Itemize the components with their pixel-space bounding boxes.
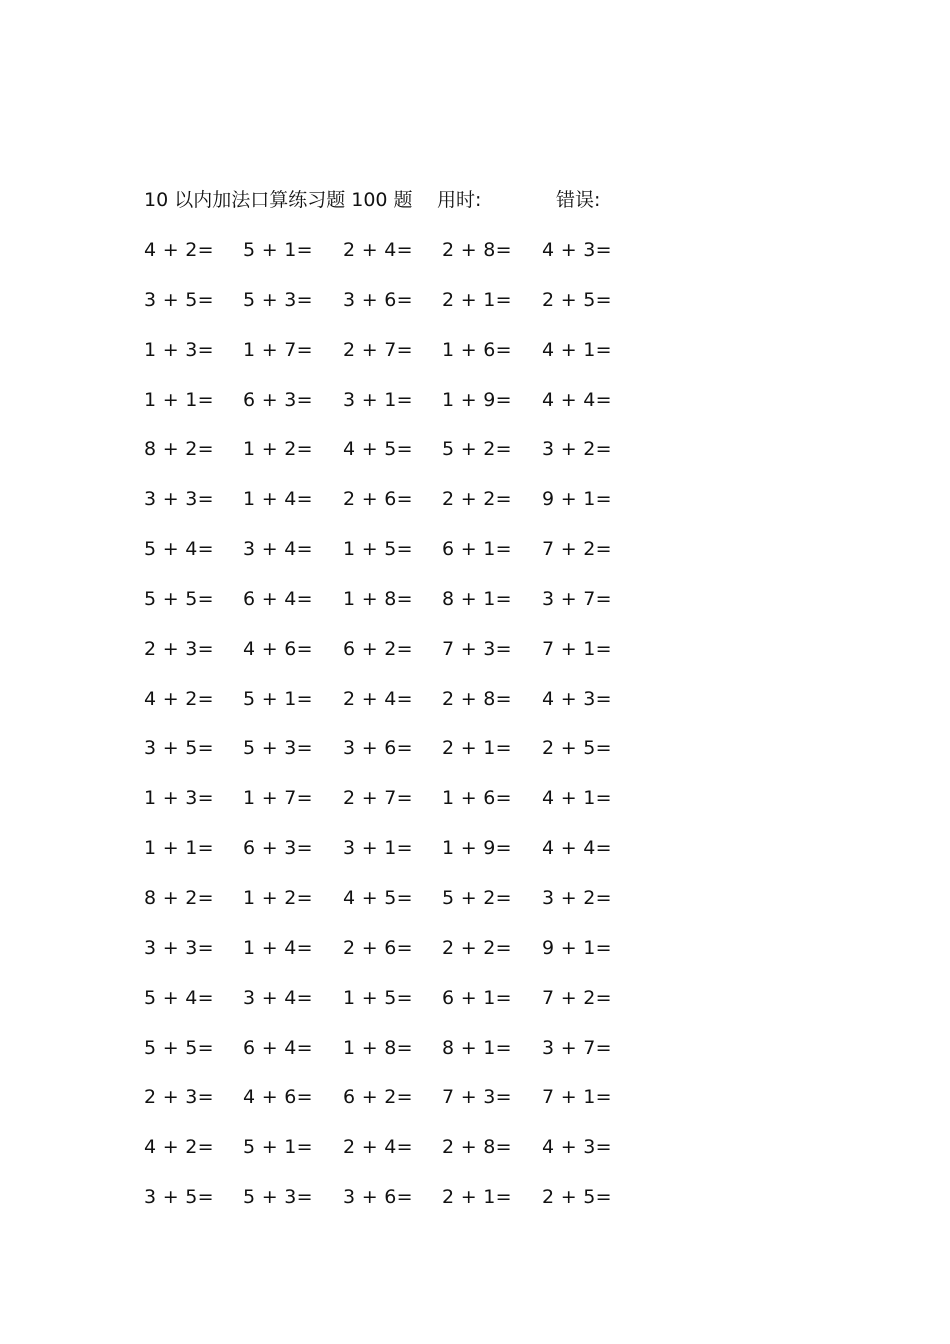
addition-problem: 5 + 2= xyxy=(442,886,512,909)
addition-problem: 2 + 8= xyxy=(442,239,512,261)
addition-problem: 2 + 5= xyxy=(542,1186,612,1209)
worksheet-header xyxy=(144,186,664,214)
addition-problem: 9 + 1= xyxy=(542,488,612,511)
addition-problem: 2 + 6= xyxy=(343,936,413,959)
addition-problem: 6 + 3= xyxy=(243,388,313,411)
addition-problem: 1 + 9= xyxy=(442,388,512,411)
addition-problem: 5 + 3= xyxy=(243,737,313,760)
addition-problem: 2 + 3= xyxy=(144,1086,214,1109)
problem-row xyxy=(144,236,664,286)
addition-problem: 6 + 2= xyxy=(343,1086,413,1109)
problem-row xyxy=(144,1034,664,1084)
addition-problem: 4 + 6= xyxy=(243,1086,313,1109)
addition-problem: 5 + 4= xyxy=(144,538,214,561)
addition-problem: 1 + 1= xyxy=(144,837,214,860)
addition-problem: 1 + 6= xyxy=(442,787,512,810)
addition-problem: 4 + 5= xyxy=(343,438,413,461)
problem-row xyxy=(144,435,664,485)
addition-problem: 2 + 4= xyxy=(343,1136,413,1159)
addition-problem: 7 + 1= xyxy=(542,637,612,660)
addition-problem: 5 + 1= xyxy=(243,1136,313,1159)
addition-problem: 2 + 8= xyxy=(442,687,512,710)
addition-problem: 6 + 1= xyxy=(442,986,512,1009)
problem-row xyxy=(144,984,664,1034)
addition-problem: 1 + 3= xyxy=(144,338,214,361)
addition-problem: 1 + 2= xyxy=(243,886,313,909)
addition-problem: 1 + 2= xyxy=(243,438,313,461)
problem-row xyxy=(144,1133,664,1183)
addition-problem: 3 + 6= xyxy=(343,1186,413,1209)
addition-problem: 5 + 5= xyxy=(144,587,214,610)
problem-row xyxy=(144,485,664,535)
problem-row xyxy=(144,685,664,735)
addition-problem: 1 + 7= xyxy=(243,787,313,810)
addition-problem: 3 + 7= xyxy=(542,587,612,610)
addition-problem: 2 + 5= xyxy=(542,288,612,311)
addition-problem: 3 + 1= xyxy=(343,837,413,860)
problem-row xyxy=(144,934,664,984)
addition-problem: 4 + 2= xyxy=(144,239,214,261)
addition-problem: 5 + 1= xyxy=(243,239,313,261)
addition-problem: 3 + 4= xyxy=(243,986,313,1009)
addition-problem: 6 + 1= xyxy=(442,538,512,561)
addition-problem: 4 + 6= xyxy=(243,637,313,660)
problem-row xyxy=(144,286,664,336)
addition-problem: 6 + 2= xyxy=(343,637,413,660)
addition-problem: 7 + 3= xyxy=(442,1086,512,1109)
addition-problem: 1 + 3= xyxy=(144,787,214,810)
addition-problem: 1 + 4= xyxy=(243,488,313,511)
addition-problem: 5 + 1= xyxy=(243,687,313,710)
addition-problem: 8 + 1= xyxy=(442,587,512,610)
problem-row xyxy=(144,585,664,635)
addition-problem: 3 + 4= xyxy=(243,538,313,561)
addition-problem: 9 + 1= xyxy=(542,936,612,959)
problem-row xyxy=(144,535,664,585)
addition-problem: 8 + 2= xyxy=(144,886,214,909)
problem-row xyxy=(144,784,664,834)
addition-problem: 5 + 5= xyxy=(144,1036,214,1059)
addition-problem: 1 + 8= xyxy=(343,587,413,610)
addition-problem: 2 + 8= xyxy=(442,1136,512,1159)
problem-row xyxy=(144,834,664,884)
problem-row xyxy=(144,734,664,784)
addition-problem: 3 + 2= xyxy=(542,438,612,461)
addition-problem: 2 + 2= xyxy=(442,936,512,959)
addition-problem: 3 + 1= xyxy=(343,388,413,411)
addition-problem: 5 + 4= xyxy=(144,986,214,1009)
addition-problem: 1 + 9= xyxy=(442,837,512,860)
time-used-label: 用时: xyxy=(437,189,482,211)
addition-problem: 4 + 2= xyxy=(144,1136,214,1159)
addition-problem: 4 + 1= xyxy=(542,338,612,361)
addition-problem: 3 + 5= xyxy=(144,1186,214,1209)
addition-problem: 1 + 6= xyxy=(442,338,512,361)
addition-problem: 2 + 1= xyxy=(442,288,512,311)
addition-problem: 2 + 6= xyxy=(343,488,413,511)
problem-row xyxy=(144,386,664,436)
addition-problem: 4 + 4= xyxy=(542,837,612,860)
addition-problem: 6 + 3= xyxy=(243,837,313,860)
addition-problem: 2 + 7= xyxy=(343,787,413,810)
addition-problem: 2 + 1= xyxy=(442,1186,512,1209)
addition-problem: 4 + 2= xyxy=(144,687,214,710)
addition-problem: 4 + 4= xyxy=(542,388,612,411)
addition-problem: 2 + 1= xyxy=(442,737,512,760)
addition-problem: 4 + 3= xyxy=(542,1136,612,1159)
addition-problem: 3 + 6= xyxy=(343,288,413,311)
problem-row xyxy=(144,635,664,685)
addition-problem: 2 + 7= xyxy=(343,338,413,361)
problem-grid xyxy=(144,236,664,1233)
addition-problem: 1 + 1= xyxy=(144,388,214,411)
problem-row xyxy=(144,1183,664,1233)
addition-problem: 2 + 2= xyxy=(442,488,512,511)
addition-problem: 8 + 2= xyxy=(144,438,214,461)
addition-problem: 5 + 2= xyxy=(442,438,512,461)
addition-problem: 1 + 4= xyxy=(243,936,313,959)
errors-label: 错误: xyxy=(556,189,601,211)
worksheet-title: 10 以内加法口算练习题 100 题 xyxy=(144,189,413,211)
addition-problem: 7 + 1= xyxy=(542,1086,612,1109)
addition-problem: 4 + 3= xyxy=(542,687,612,710)
addition-problem: 8 + 1= xyxy=(442,1036,512,1059)
addition-problem: 3 + 5= xyxy=(144,288,214,311)
addition-problem: 5 + 3= xyxy=(243,1186,313,1209)
addition-problem: 1 + 5= xyxy=(343,986,413,1009)
addition-problem: 1 + 8= xyxy=(343,1036,413,1059)
addition-problem: 3 + 2= xyxy=(542,886,612,909)
addition-problem: 2 + 4= xyxy=(343,687,413,710)
addition-problem: 7 + 3= xyxy=(442,637,512,660)
addition-problem: 2 + 5= xyxy=(542,737,612,760)
addition-problem: 4 + 5= xyxy=(343,886,413,909)
addition-problem: 3 + 3= xyxy=(144,936,214,959)
addition-problem: 6 + 4= xyxy=(243,587,313,610)
addition-problem: 5 + 3= xyxy=(243,288,313,311)
addition-problem: 7 + 2= xyxy=(542,538,612,561)
addition-problem: 2 + 3= xyxy=(144,637,214,660)
problem-row xyxy=(144,1083,664,1133)
problem-row xyxy=(144,336,664,386)
addition-problem: 1 + 7= xyxy=(243,338,313,361)
addition-problem: 4 + 3= xyxy=(542,239,612,261)
problem-row xyxy=(144,884,664,934)
addition-problem: 4 + 1= xyxy=(542,787,612,810)
addition-problem: 3 + 3= xyxy=(144,488,214,511)
addition-problem: 3 + 5= xyxy=(144,737,214,760)
addition-problem: 3 + 6= xyxy=(343,737,413,760)
addition-problem: 6 + 4= xyxy=(243,1036,313,1059)
addition-problem: 3 + 7= xyxy=(542,1036,612,1059)
addition-problem: 1 + 5= xyxy=(343,538,413,561)
addition-problem: 2 + 4= xyxy=(343,239,413,261)
addition-problem: 7 + 2= xyxy=(542,986,612,1009)
